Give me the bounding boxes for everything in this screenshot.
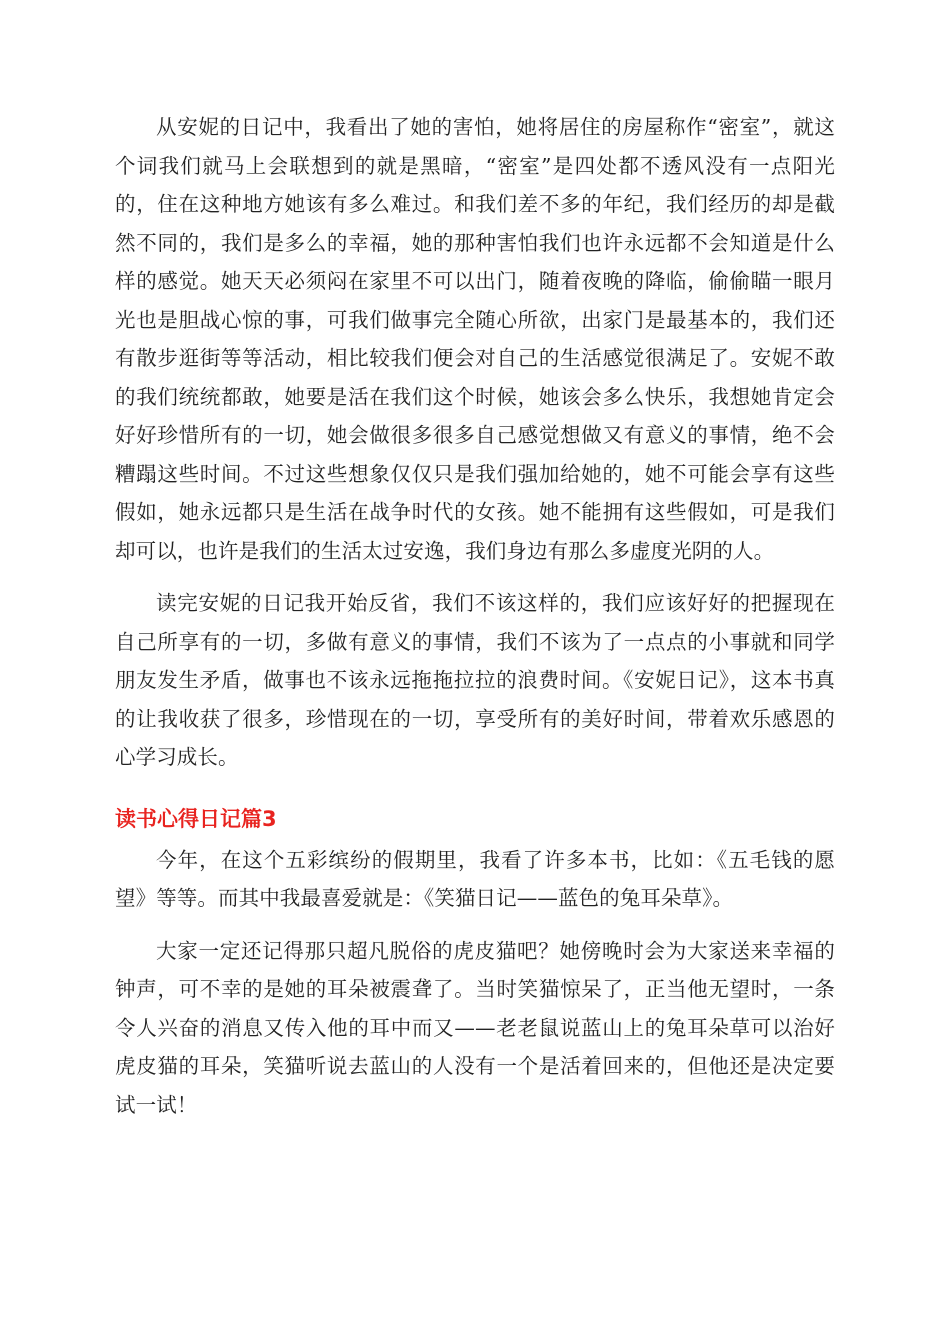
paragraph-holiday-reading: 今年，在这个五彩缤纷的假期里，我看了许多本书，比如：《五毛钱的愿望》等等。而其中我最喜爱就是：《笑猫日记——蓝色的兔耳朵草》。 <box>115 847 835 910</box>
paragraph-anne-diary-reflection: 从安妮的日记中，我看出了她的害怕，她将居住的房屋称作“密室”，就这个词我们就马上会联想到的就是黑暗，“密室”是四处都不透风没有一点阳光的，住在这种地方她该有多么难过。和我们差不多的年纪，我们经历的却是截然不同的，我们是多么的幸福，她的那种害怕我们也许永远都不会知道是什么样的感觉。她天天必须闷在家里不可以出门，随着夜晚的降临，偷偷瞄一眼月光也是胆战心惊的事，可我们做事完全随心所欲，出家门是最基本的，我们还有散步逛街等等活动，相比较我们便会对自己的生活感觉很满足了。安妮不敢的我们统统都敢，她要是活在我们这个时候，她该会多么快乐，我想她肯定会好好珍惜所有的一切，她会做很多很多自己感觉想做又有意义的事情，绝不会糟蹋这些时间。不过这些想象仅仅只是我们强加给她的，她不可能会享有这些假如，她永远都只是生活在战争时代的女孩。她不能拥有这些假如，可是我们却可以，也许是我们的生活太过安逸，我们身边有那么多虚度光阴的人。 <box>115 115 835 563</box>
paragraph-tiger-cat-story: 大家一定还记得那只超凡脱俗的虎皮猫吧？她傍晚时会为大家送来幸福的钟声，可不幸的是她的耳朵被震聋了。当时笑猫惊呆了，正当他无望时，一条令人兴奋的消息又传入他的耳中而又——老老鼠说蓝山上的兔耳朵草可以治好虎皮猫的耳朵，笑猫听说去蓝山的人没有一个是活着回来的，但他还是决定要试一试！ <box>115 938 835 1117</box>
document-body <box>115 108 835 1124</box>
paragraph-anne-diary-conclusion: 读完安妮的日记我开始反省，我们不该这样的，我们应该好好的把握现在自己所享有的一切，多做有意义的事情，我们不该为了一点点的小事就和同学朋友发生矛盾，做事也不该永远拖拖拉拉的浪费时间。《安妮日记》，这本书真的让我收获了很多，珍惜现在的一切，享受所有的美好时间，带着欢乐感恩的心学习成长。 <box>115 591 835 769</box>
section-heading: 读书心得日记篇3 <box>115 806 277 831</box>
